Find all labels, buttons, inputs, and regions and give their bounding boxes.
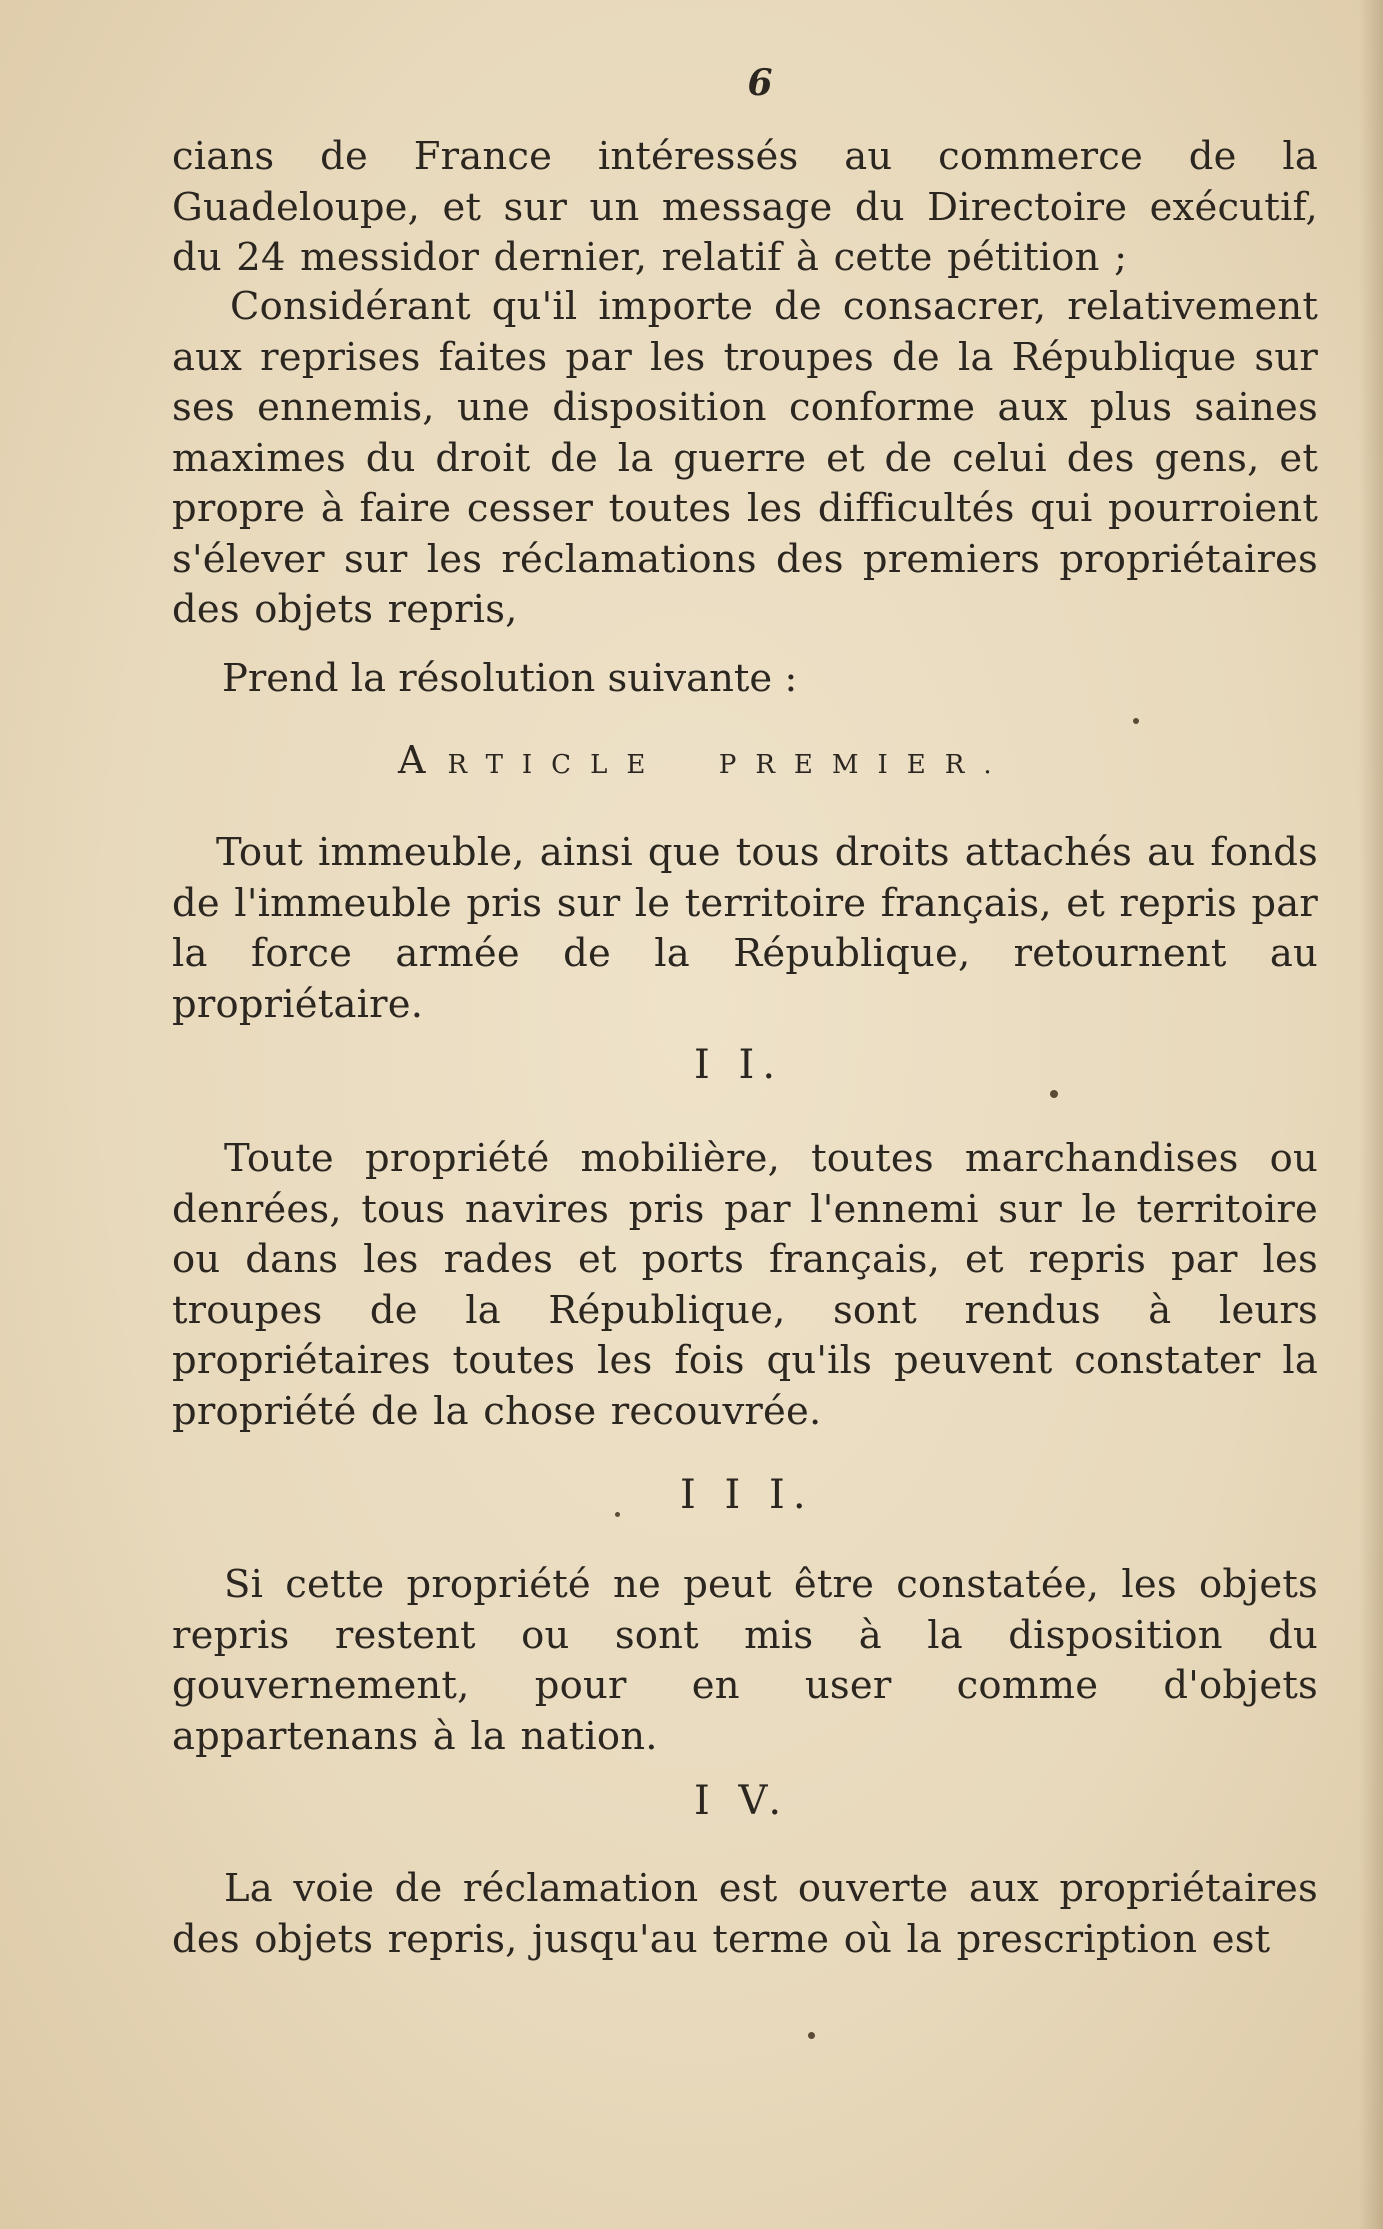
article-4-number: I V. (694, 1778, 790, 1824)
paper-speck (1050, 1090, 1058, 1098)
page-edge-shadow (1359, 0, 1383, 2229)
heading-word-article: RTICLE (447, 750, 665, 780)
paper-speck (615, 1512, 620, 1517)
article-3-text: Si cette propriété ne peut être constatée, les objets repris restent ou sont mis à la disposition du gouvernement, pour en user comme d'objets appartenans à la nation. (172, 1562, 1318, 1759)
paper-speck (1133, 718, 1139, 724)
article-2-text: Toute propriété mobilière, toutes marchandises ou denrées, tous navires pris par l'ennemi sur le territoire ou dans les rades et ports français, et repris par les troupes de la République, sont rendus à leurs propriétaires toutes les fois qu'ils peuvent constater la propriété de la chose recouvrée. (172, 1136, 1318, 1434)
article-1-text: Tout immeuble, ainsi que tous droits attachés au fonds de l'immeuble pris sur le territoire français, et repris par la force armée de la République, retournent au propriétaire. (172, 830, 1318, 1027)
paragraph-considerant: Considérant qu'il importe de consacrer, relativement aux reprises faites par les troupes de la République sur ses ennemis, une disposition conforme aux plus saines maximes du droit de la guerre et de celui des gens, et propre à faire cesser toutes les difficultés qui pourroient s'élever sur les réclamations des premiers propriétaires des objets repris, (172, 284, 1318, 632)
article-4-text: La voie de réclamation est ouverte aux propriétaires des objets repris, jusqu'au terme où la prescription est (172, 1866, 1318, 1962)
article-premier-heading (398, 740, 1011, 785)
resolution-line: Prend la résolution suivante : (222, 656, 798, 701)
heading-initial: A (398, 738, 448, 782)
heading-word-premier: PREMIER. (718, 750, 1011, 780)
article-3-number: I I I. (680, 1472, 814, 1518)
page-number: 6 (747, 62, 773, 104)
paragraph-petition-context: cians de France intéressés au commerce de la Guadeloupe, et sur un message du Directoire exécutif, du 24 messidor dernier, relatif à cette pétition ; (172, 134, 1318, 280)
article-2-number: I I. (694, 1042, 784, 1088)
paper-speck (808, 2032, 815, 2039)
